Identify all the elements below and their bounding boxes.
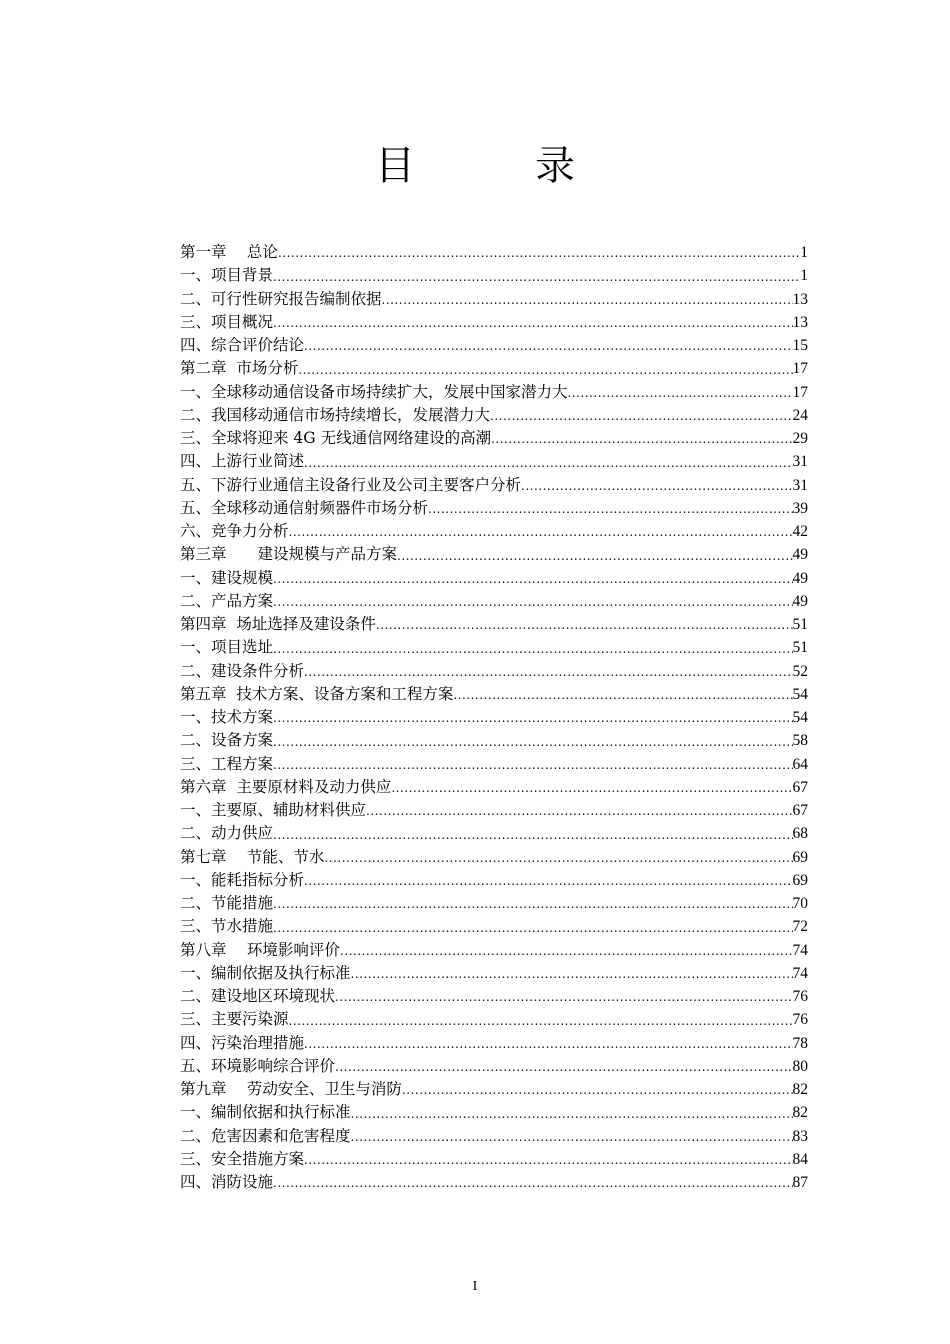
toc-dot-leader <box>298 361 792 379</box>
toc-dot-leader <box>382 291 793 309</box>
toc-entry-page: 74 <box>792 964 808 982</box>
toc-entry[interactable] <box>180 450 808 473</box>
toc-entry-page: 54 <box>792 685 808 703</box>
toc-entry-label: 四、综合评价结论 <box>180 336 305 354</box>
toc-entry[interactable] <box>180 985 808 1008</box>
toc-dot-leader <box>273 756 792 774</box>
toc-entry-page: 39 <box>792 499 808 517</box>
toc-entry-page: 69 <box>792 848 808 866</box>
toc-dot-leader <box>335 1058 792 1076</box>
toc-dot-leader <box>273 733 792 751</box>
toc-entry-page: 51 <box>792 616 808 633</box>
toc-entry-page: 31 <box>792 476 808 494</box>
toc-dot-leader <box>453 686 792 704</box>
toc-entry-label: 二、动力供应 <box>180 824 274 843</box>
toc-entry-label: 二、节能措施 <box>180 894 274 912</box>
toc-entry-page: 52 <box>792 662 808 680</box>
toc-dot-leader <box>289 523 793 541</box>
toc-dot-leader <box>273 593 792 611</box>
toc-entry-label: 一、编制依据及执行标准 <box>180 963 351 982</box>
toc-entry-page: 87 <box>792 1174 808 1191</box>
toc-entry[interactable] <box>180 241 808 264</box>
toc-entry-label: 二、建设地区环境现状 <box>180 987 336 1005</box>
toc-entry[interactable] <box>180 1148 808 1171</box>
toc-entry-page: 54 <box>792 709 808 726</box>
toc-entry-label: 第九章 劳动安全、卫生与消防 <box>180 1080 402 1098</box>
toc-entry[interactable] <box>180 1078 808 1101</box>
toc-entry-label: 第三章 建设规模与产品方案 <box>180 545 398 564</box>
toc-entry-label: 一、全球移动通信设备市场持续扩大，发展中国家潜力大 <box>180 382 568 401</box>
toc-entry[interactable] <box>180 311 808 334</box>
toc-entry[interactable] <box>180 334 808 357</box>
toc-dot-leader <box>273 314 792 332</box>
toc-entry-page: 58 <box>792 732 808 750</box>
toc-entry-page: 69 <box>792 871 808 889</box>
toc-dot-leader <box>304 872 792 890</box>
toc-dot-leader <box>397 547 792 565</box>
toc-entry-page: 1 <box>800 244 808 261</box>
toc-entry-page: 83 <box>792 1127 808 1145</box>
toc-entry[interactable] <box>180 1055 808 1078</box>
toc-entry-label: 二、我国移动通信市场持续增长，发展潜力大 <box>180 405 491 424</box>
toc-entry[interactable] <box>180 474 808 497</box>
toc-entry[interactable] <box>180 264 808 287</box>
toc-entry[interactable] <box>180 729 808 752</box>
toc-entry[interactable] <box>180 543 808 566</box>
toc-entry[interactable] <box>180 427 808 450</box>
toc-dot-leader <box>366 802 792 820</box>
toc-entry-label: 第二章 市场分析 <box>180 359 299 378</box>
toc-entry-page: 78 <box>792 1034 808 1052</box>
toc-entry-page: 74 <box>792 941 808 959</box>
toc-entry[interactable] <box>180 567 808 590</box>
toc-entry-page: 84 <box>792 1150 808 1168</box>
toc-entry-label: 三、主要污染源 <box>180 1010 289 1029</box>
page-number: I <box>472 1279 478 1294</box>
toc-entry[interactable] <box>180 520 808 543</box>
toc-entry-label: 二、可行性研究报告编制依据 <box>180 289 382 308</box>
toc-entry-label: 一、项目选址 <box>180 638 274 657</box>
toc-dot-leader <box>351 1128 793 1146</box>
toc-dot-leader <box>402 1081 793 1099</box>
toc-dot-leader <box>273 640 792 658</box>
toc-entry-label: 一、建设规模 <box>180 568 274 587</box>
toc-entry[interactable] <box>180 404 808 427</box>
toc-entry-page: 64 <box>792 755 808 773</box>
toc-dot-leader <box>490 407 792 425</box>
toc-entry-page: 72 <box>792 918 808 936</box>
toc-entry-label: 二、危害因素和危害程度 <box>180 1126 351 1145</box>
toc-entry[interactable] <box>180 590 808 613</box>
toc-entry-page: 17 <box>792 360 808 378</box>
toc-dot-leader <box>304 454 792 472</box>
toc-entry[interactable] <box>180 799 808 822</box>
toc-dot-leader <box>273 570 792 588</box>
toc-entry-page: 82 <box>792 1104 808 1122</box>
toc-entry-label: 三、项目概况 <box>180 312 274 331</box>
toc-entry-page: 29 <box>792 430 808 447</box>
toc-entry[interactable] <box>180 636 808 659</box>
toc-entry[interactable] <box>180 962 808 985</box>
toc-dot-leader <box>376 616 793 634</box>
toc-entry-page: 76 <box>792 1011 808 1029</box>
toc-entry-page: 67 <box>792 778 808 796</box>
toc-dot-leader <box>304 337 792 355</box>
toc-dot-leader <box>324 849 792 867</box>
toc-entry[interactable] <box>180 869 808 892</box>
toc-dot-leader <box>273 709 792 727</box>
toc-dot-leader <box>568 384 793 402</box>
toc-entry-label: 三、全球将迎来 4G 无线通信网络建设的高潮 <box>180 429 492 447</box>
toc-entry-label: 五、下游行业通信主设备行业及公司主要客户分析 <box>180 475 522 494</box>
toc-entry-label: 四、污染治理措施 <box>180 1033 305 1052</box>
toc-entry-page: 49 <box>792 569 808 587</box>
toc-entry[interactable] <box>180 753 808 776</box>
toc-entry[interactable] <box>180 1125 808 1148</box>
table-of-contents <box>180 241 808 1194</box>
toc-entry-page: 70 <box>792 895 808 912</box>
toc-entry-page: 51 <box>792 639 808 657</box>
toc-entry-label: 三、安全措施方案 <box>180 1149 305 1168</box>
toc-entry[interactable] <box>180 822 808 845</box>
toc-entry[interactable] <box>180 846 808 869</box>
toc-entry-label: 第一章 总论 <box>180 243 278 261</box>
toc-entry[interactable] <box>180 1101 808 1124</box>
toc-dot-leader <box>491 430 792 448</box>
toc-entry-page: 13 <box>792 290 808 308</box>
toc-entry[interactable] <box>180 1032 808 1055</box>
toc-entry-page: 1 <box>800 267 808 285</box>
toc-dot-leader <box>391 779 792 797</box>
toc-entry-page: 67 <box>792 802 808 819</box>
toc-entry[interactable] <box>180 1008 808 1031</box>
toc-entry[interactable] <box>180 683 808 706</box>
toc-entry-label: 第六章 主要原材料及动力供应 <box>180 777 392 796</box>
toc-entry[interactable] <box>180 915 808 938</box>
toc-entry[interactable] <box>180 288 808 311</box>
toc-dot-leader <box>351 1105 793 1123</box>
toc-entry[interactable] <box>180 1171 808 1194</box>
toc-entry-label: 三、节水措施 <box>180 917 274 936</box>
toc-dot-leader <box>273 268 800 286</box>
toc-entry[interactable] <box>180 660 808 683</box>
toc-entry-label: 四、消防设施 <box>180 1173 274 1191</box>
toc-entry-label: 五、环境影响综合评价 <box>180 1056 336 1075</box>
toc-dot-leader <box>273 919 792 937</box>
toc-dot-leader <box>340 942 793 960</box>
toc-entry[interactable] <box>180 357 808 380</box>
toc-entry-label: 三、工程方案 <box>180 754 274 773</box>
toc-entry-label: 一、主要原、辅助材料供应 <box>180 801 367 819</box>
toc-entry-label: 第四章 场址选择及建设条件 <box>180 615 376 633</box>
toc-entry-label: 第五章 技术方案、设备方案和工程方案 <box>180 684 454 703</box>
toc-entry[interactable] <box>180 497 808 520</box>
toc-entry-page: 49 <box>792 592 808 610</box>
toc-dot-leader <box>304 1151 792 1169</box>
toc-entry-page: 82 <box>792 1081 808 1098</box>
toc-entry-page: 76 <box>792 988 808 1005</box>
toc-entry-label: 二、设备方案 <box>180 731 274 750</box>
toc-entry-page: 24 <box>792 406 808 424</box>
toc-dot-leader <box>273 826 792 844</box>
toc-entry-label: 第七章 节能、节水 <box>180 847 325 866</box>
toc-dot-leader <box>351 965 793 983</box>
toc-dot-leader <box>428 500 792 518</box>
toc-dot-leader <box>273 1174 792 1192</box>
toc-entry[interactable] <box>180 381 808 404</box>
toc-entry-page: 15 <box>792 337 808 354</box>
page-title: 目 录 <box>375 143 615 189</box>
toc-entry[interactable] <box>180 776 808 799</box>
toc-entry-page: 17 <box>792 383 808 401</box>
toc-entry-label: 第八章 环境影响评价 <box>180 940 340 959</box>
toc-entry-page: 80 <box>792 1057 808 1075</box>
toc-entry-label: 二、建设条件分析 <box>180 661 305 680</box>
toc-entry-page: 68 <box>792 825 808 843</box>
toc-entry-label: 一、编制依据和执行标准 <box>180 1103 351 1122</box>
toc-entry-page: 49 <box>792 546 808 564</box>
toc-entry-label: 一、技术方案 <box>180 708 274 726</box>
toc-dot-leader <box>278 244 800 262</box>
toc-dot-leader <box>273 895 792 913</box>
toc-entry-label: 二、产品方案 <box>180 591 274 610</box>
toc-entry-label: 一、项目背景 <box>180 266 274 285</box>
toc-entry-page: 31 <box>792 453 808 471</box>
toc-entry[interactable] <box>180 706 808 729</box>
toc-entry-label: 一、能耗指标分析 <box>180 870 305 889</box>
toc-entry-label: 六、竞争力分析 <box>180 522 289 540</box>
toc-entry-label: 四、上游行业简述 <box>180 452 305 471</box>
toc-dot-leader <box>335 988 792 1006</box>
toc-dot-leader <box>289 1012 793 1030</box>
toc-dot-leader <box>304 1035 792 1053</box>
toc-entry[interactable] <box>180 892 808 915</box>
toc-entry[interactable] <box>180 939 808 962</box>
toc-entry-label: 五、全球移动通信射频器件市场分析 <box>180 498 429 517</box>
toc-entry-page: 13 <box>792 313 808 331</box>
toc-entry-page: 42 <box>792 523 808 540</box>
toc-dot-leader <box>521 477 792 495</box>
toc-dot-leader <box>304 663 792 681</box>
toc-entry[interactable] <box>180 613 808 636</box>
